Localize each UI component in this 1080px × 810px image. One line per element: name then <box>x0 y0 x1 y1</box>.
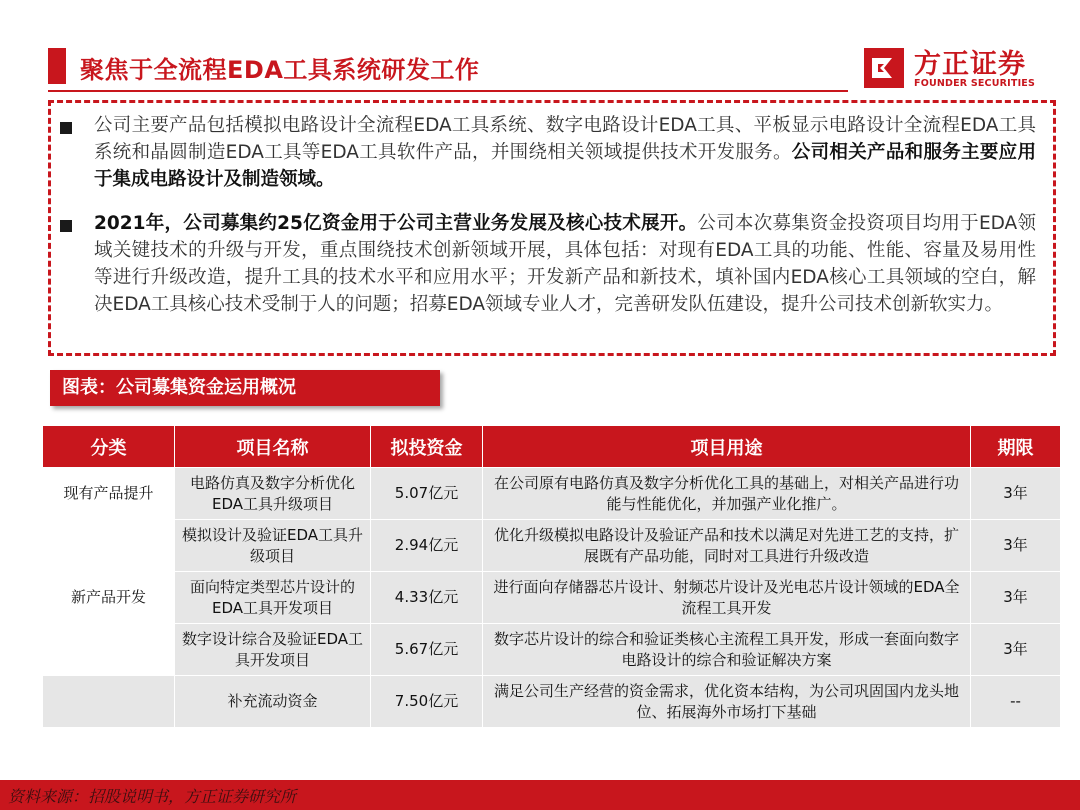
title-accent-bar <box>48 48 66 84</box>
founder-logo-icon <box>862 46 906 90</box>
amount-cell: 4.33亿元 <box>371 572 483 624</box>
summary-paragraph-1 <box>60 112 1036 193</box>
term-cell: 3年 <box>971 572 1061 624</box>
category-cell: 现有产品提升 <box>43 468 175 520</box>
project-name-cell: 电路仿真及数字分析优化EDA工具升级项目 <box>175 468 371 520</box>
paragraph-2-highlight: 2021年，公司募集约25亿资金用于公司主营业务发展及核心技术展开。 <box>94 213 698 234</box>
project-name-cell: 数字设计综合及验证EDA工具开发项目 <box>175 624 371 676</box>
category-cell-empty <box>43 676 175 728</box>
term-cell: 3年 <box>971 624 1061 676</box>
table-row <box>43 676 1061 728</box>
logo-english-name: FOUNDER SECURITIES <box>914 78 1036 89</box>
paragraph-2-text: 公司本次募集资金投资项目均用于EDA领域关键技术的升级与开发，重点围绕技术创新领域开展，具体包括：对现有EDA工具的功能、性能、容量及易用性等进行升级改造，提升工具的技术水平和应用水平；开发新产品和新技术，填补国内EDA核心工具领域的空白，解决EDA工具核心技术受制于人的问题；招募EDA领域专业人才，完善研发队伍建设，提升公司技术创新软实力。 <box>94 213 1036 315</box>
purpose-cell: 优化升级模拟电路设计及验证产品和技术以满足对先进工艺的支持，扩展既有产品功能，同时对工具进行升级改造 <box>483 520 971 572</box>
fund-usage-table <box>42 425 1061 728</box>
square-bullet-icon <box>60 122 72 134</box>
title-underline <box>48 90 848 92</box>
purpose-cell: 满足公司生产经营的资金需求，优化资本结构，为公司巩固国内龙头地位、拓展海外市场打下基础 <box>483 676 971 728</box>
amount-cell: 5.67亿元 <box>371 624 483 676</box>
term-cell: -- <box>971 676 1061 728</box>
table-row <box>43 520 1061 572</box>
logo-chinese-name: 方正证券 <box>914 49 1026 80</box>
amount-cell: 2.94亿元 <box>371 520 483 572</box>
header-purpose: 项目用途 <box>483 426 971 468</box>
header-category: 分类 <box>43 426 175 468</box>
header-investment: 拟投资金 <box>371 426 483 468</box>
term-cell: 3年 <box>971 468 1061 520</box>
purpose-cell: 数字芯片设计的综合和验证类核心主流程工具开发，形成一套面向数字电路设计的综合和验证解决方案 <box>483 624 971 676</box>
amount-cell: 5.07亿元 <box>371 468 483 520</box>
paragraph-1-highlight: 公司相关产品和服务主要应用于集成电路设计及制造领域。 <box>94 142 1036 190</box>
table-header-row <box>43 426 1061 468</box>
table-row <box>43 572 1061 624</box>
page-title: 聚焦于全流程EDA工具系统研发工作 <box>80 56 480 84</box>
summary-paragraph-2 <box>60 210 1036 318</box>
chart-caption: 图表：公司募集资金运用概况 <box>50 370 440 406</box>
brand-logo <box>862 40 1042 92</box>
project-name-cell: 面向特定类型芯片设计的EDA工具开发项目 <box>175 572 371 624</box>
purpose-cell: 进行面向存储器芯片设计、射频芯片设计及光电芯片设计领域的EDA全流程工具开发 <box>483 572 971 624</box>
term-cell: 3年 <box>971 520 1061 572</box>
table-row <box>43 468 1061 520</box>
project-name-cell: 模拟设计及验证EDA工具升级项目 <box>175 520 371 572</box>
purpose-cell: 在公司原有电路仿真及数字分析优化工具的基础上，对相关产品进行功能与性能优化，并加强产业化推广。 <box>483 468 971 520</box>
category-cell: 新产品开发 <box>43 520 175 676</box>
header-term: 期限 <box>971 426 1061 468</box>
table-row <box>43 624 1061 676</box>
header-project-name: 项目名称 <box>175 426 371 468</box>
source-note: 资料来源：招股说明书，方正证券研究所 <box>8 787 297 806</box>
amount-cell: 7.50亿元 <box>371 676 483 728</box>
paragraph-1-text: 公司主要产品包括模拟电路设计全流程EDA工具系统、数字电路设计EDA工具、平板显示电路设计全流程EDA工具系统和晶圆制造EDA工具等EDA工具软件产品，并围绕相关领域提供技术开发服务。 <box>94 115 1036 163</box>
square-bullet-icon <box>60 220 72 232</box>
project-name-cell: 补充流动资金 <box>175 676 371 728</box>
